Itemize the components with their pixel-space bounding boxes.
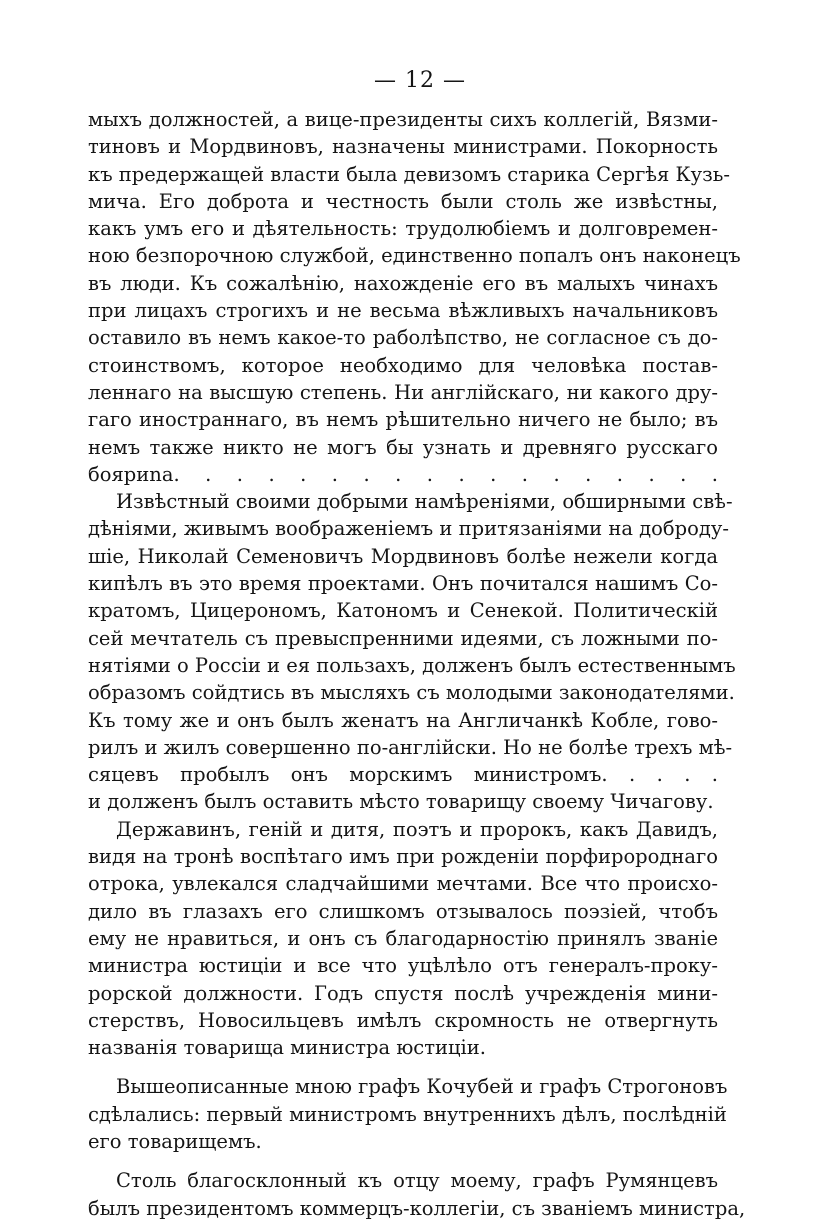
text-line: Къ тому же и онъ былъ женатъ на Англичанкѣ Кобле, гово- bbox=[88, 708, 718, 732]
text-line: шіе, Николай Семеновичъ Мордвиновъ болѣе нежели когда bbox=[88, 544, 718, 568]
text-line: Державинъ, геній и дитя, поэтъ и пророкъ, какъ Давидъ, bbox=[116, 817, 718, 841]
text-line: видя на тронѣ воспѣтаго имъ при рожденіи порфиророднаго bbox=[88, 845, 718, 869]
text-line: ною безпорочною службой, единственно попалъ онъ наконецъ bbox=[88, 244, 741, 268]
text-line: отрока, увлекался сладчайшими мечтами. Все что происхо- bbox=[88, 872, 718, 896]
text-line: нятіями о Россіи и ея пользахъ, долженъ былъ естественнымъ bbox=[88, 653, 736, 677]
text-line: названія товарища министра юстиціи. bbox=[88, 1036, 486, 1060]
text-line: его товарищемъ. bbox=[88, 1129, 262, 1153]
text-line: сяцевъ пробылъ онъ морскимъ министромъ. . . . . bbox=[88, 763, 718, 787]
text-line: леннаго на высшую степень. Ни англійскаго, ни какого дру- bbox=[88, 380, 718, 404]
paragraph bbox=[88, 1167, 746, 1222]
text-line: какъ умъ его и дѣятельность: трудолюбіемъ и долговремен- bbox=[88, 217, 718, 241]
text-line: ему не нравиться, и онъ съ благодарностію принялъ званіе bbox=[88, 926, 718, 950]
text-line: бояриnа. . . . . . . . . . . . . . . . . . bbox=[88, 462, 718, 486]
text-line: дѣніями, живымъ воображеніемъ и притязаніями на доброду- bbox=[88, 517, 729, 541]
text-line: рилъ и жилъ совершенно по-англійски. Но не болѣе трехъ мѣ- bbox=[88, 735, 733, 759]
paragraph bbox=[88, 488, 736, 816]
text-line: рорской должности. Годъ спустя послѣ учрежденія мини- bbox=[88, 981, 718, 1005]
text-line: въ люди. Къ сожалѣнію, нахожденіе его въ малыхъ чинахъ bbox=[88, 271, 718, 295]
text-line: при лицахъ строгихъ и не весьма вѣжливыхъ начальниковъ bbox=[88, 299, 718, 323]
text-line: министра юстиціи и все что уцѣлѣло отъ генералъ-проку- bbox=[88, 954, 718, 978]
text-line: сей мечтатель съ превыспренними идеями, съ ложными по- bbox=[88, 626, 718, 650]
text-line: кратомъ, Цицерономъ, Катономъ и Сенекой. Политическій bbox=[88, 599, 718, 623]
text-line: и долженъ былъ оставить мѣсто товарищу своему Чичагову. bbox=[88, 790, 714, 814]
body-text bbox=[88, 106, 746, 1222]
text-line: кипѣлъ въ это время проектами. Онъ почитался нашимъ Со- bbox=[88, 572, 718, 596]
paragraph bbox=[88, 1073, 728, 1155]
text-line: немъ также никто не могъ бы узнать и древняго русскаго bbox=[88, 435, 718, 459]
text-line: Столь благосклонный къ отцу моему, графъ Румянцевъ bbox=[116, 1169, 718, 1193]
paragraph-gap bbox=[88, 1155, 718, 1167]
text-line: образомъ сойдтись въ мысляхъ съ молодыми законодателями. bbox=[88, 681, 735, 705]
text-line: стерствъ, Новосильцевъ имѣлъ скромность не отвергнуть bbox=[88, 1008, 718, 1032]
text-line: дило въ глазахъ его слишкомъ отзывалось поэзіей, чтобъ bbox=[88, 899, 718, 923]
paragraph bbox=[88, 106, 741, 488]
text-line: былъ президентомъ коммерцъ-коллегіи, съ званіемъ министра, bbox=[88, 1196, 746, 1220]
paragraph bbox=[88, 816, 718, 1062]
text-line: оставило въ немъ какое-то раболѣпство, не согласное съ до- bbox=[88, 326, 718, 350]
text-line: къ предержащей власти была девизомъ старика Сергѣя Кузь- bbox=[88, 162, 730, 186]
page-number: — 12 — bbox=[374, 68, 466, 93]
text-line: Вышеописанные мною графъ Кочубей и графъ Строгоновъ bbox=[116, 1075, 728, 1099]
text-line: мыхъ должностей, а вице-президенты сихъ коллегій, Вязми- bbox=[88, 108, 718, 131]
text-line: сдѣлались: первый министромъ внутреннихъ дѣлъ, послѣдній bbox=[88, 1102, 727, 1126]
paragraph-gap bbox=[88, 1061, 718, 1073]
text-line: тиновъ и Мордвиновъ, назначены министрами. Покорность bbox=[88, 135, 718, 159]
text-line: гаго иностраннаго, въ немъ рѣшительно ничего не было; въ bbox=[88, 408, 718, 432]
text-line: Извѣстный своими добрыми намѣреніями, обширными свѣ- bbox=[116, 490, 733, 514]
text-line: стоинствомъ, которое необходимо для человѣка постав- bbox=[88, 353, 718, 377]
text-line: мича. Его доброта и честность были столь же извѣстны, bbox=[88, 189, 718, 213]
